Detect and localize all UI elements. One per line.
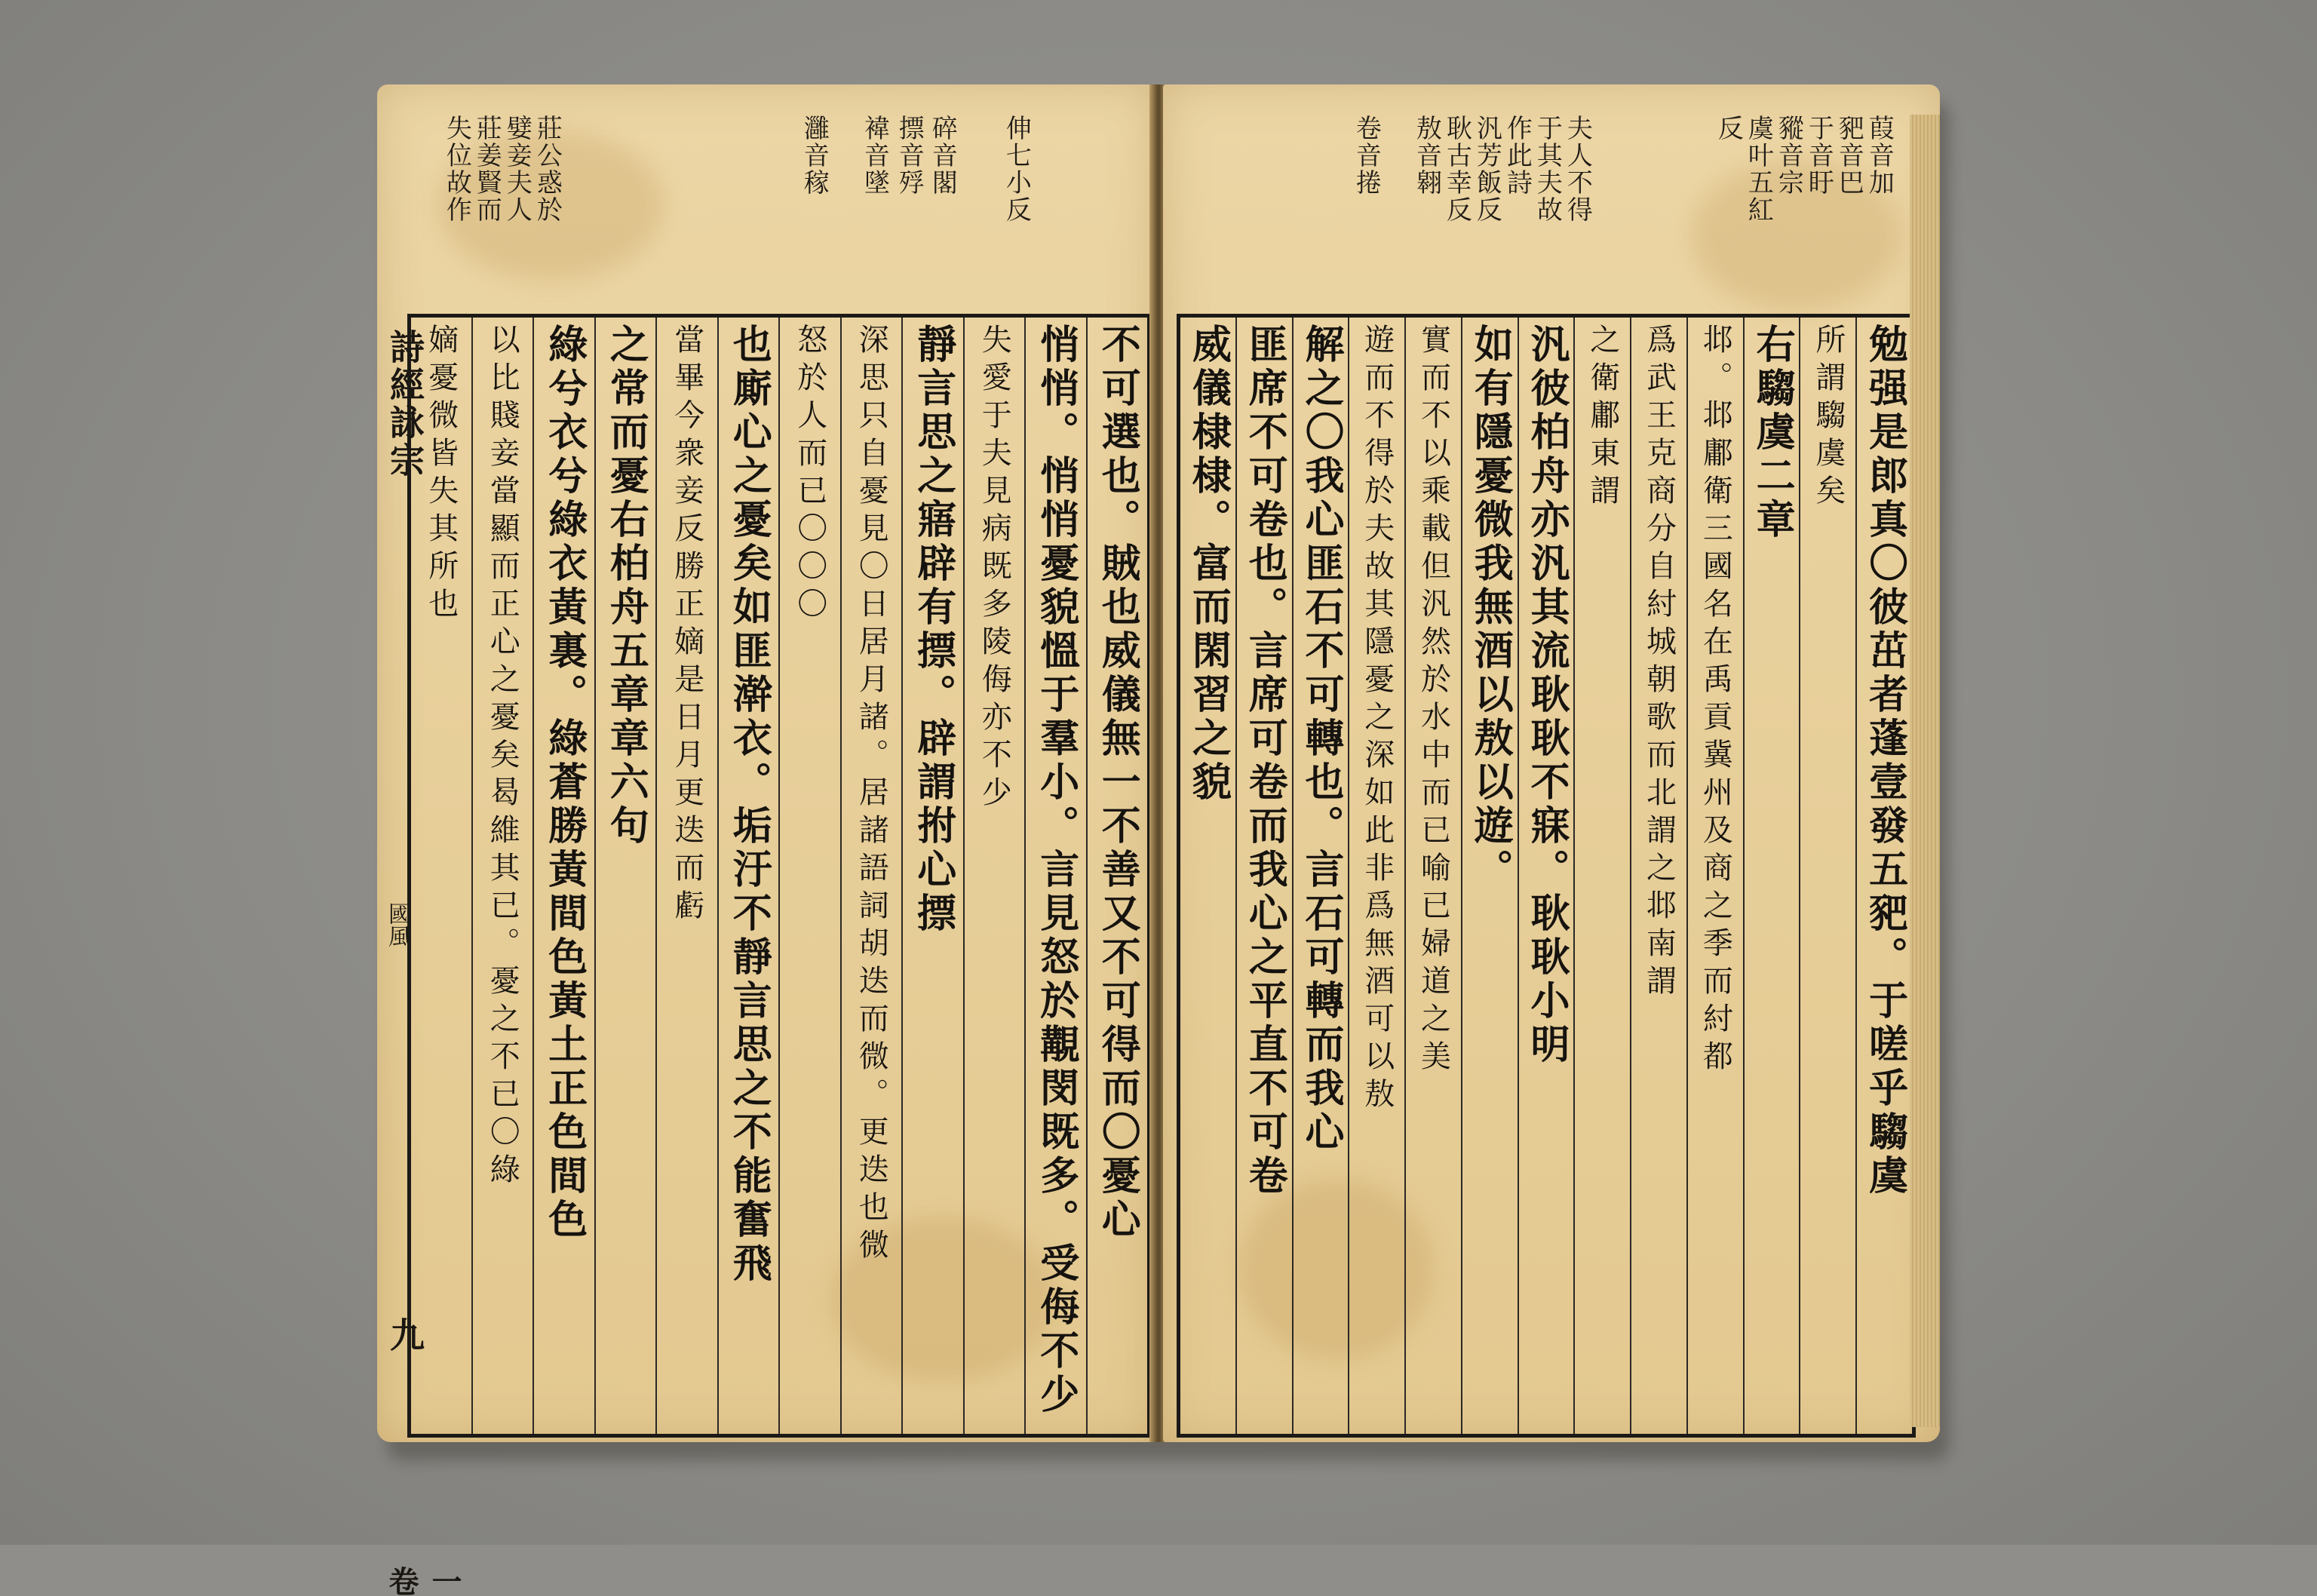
text-column bbox=[1518, 318, 1574, 1434]
text-column bbox=[411, 318, 471, 1434]
margin-note: 嬖妾夫人 bbox=[502, 115, 532, 223]
column-text: 綠兮衣兮綠衣黃裏。綠蒼勝黃間色黃土正色間色 bbox=[541, 324, 588, 1242]
margin-note: 摽音殍 bbox=[894, 115, 925, 196]
text-column bbox=[1024, 318, 1086, 1434]
column-text: 所謂騶虞矣 bbox=[1810, 324, 1846, 512]
margin-note: 豵音宗 bbox=[1773, 115, 1804, 196]
folio-number: 九 bbox=[385, 1317, 425, 1352]
text-column bbox=[1686, 318, 1743, 1434]
margin-note: 莊公惑於 bbox=[532, 115, 563, 223]
margin-note: 失位故作 bbox=[441, 115, 472, 223]
margin-note: 碎音閣 bbox=[927, 115, 958, 196]
text-column bbox=[1855, 318, 1912, 1434]
text-column bbox=[594, 318, 656, 1434]
column-text: 之衛鄘東謂 bbox=[1585, 324, 1620, 512]
open-book bbox=[377, 84, 1943, 1596]
text-column bbox=[963, 318, 1025, 1434]
column-text: 靜言思之寤辟有摽。辟謂拊心摽 bbox=[910, 324, 956, 936]
text-column bbox=[1292, 318, 1349, 1434]
margin-note: 虞叶五紅 bbox=[1743, 115, 1774, 223]
text-column bbox=[1086, 318, 1148, 1434]
text-column bbox=[532, 318, 594, 1434]
text-column bbox=[1630, 318, 1686, 1434]
margin-note: 褘音墜 bbox=[859, 115, 890, 196]
column-text: 也廝心之憂矣如匪澣衣。垢汙不靜言思之不能奮飛 bbox=[726, 324, 772, 1286]
margin-note: 灉音稼 bbox=[799, 115, 830, 196]
text-column bbox=[471, 318, 533, 1434]
column-text: 匪席不可卷也。言席可卷而我心之平直不可卷 bbox=[1241, 324, 1288, 1199]
margin-note: 夫人不得 bbox=[1562, 115, 1593, 223]
right-page bbox=[1163, 84, 1940, 1442]
text-columns bbox=[411, 318, 1147, 1434]
book-title: 詩經詠宗 bbox=[385, 329, 425, 480]
margin-note: 耿古幸反 bbox=[1441, 115, 1472, 223]
text-column bbox=[1180, 318, 1235, 1434]
margin-note: 作此詩 bbox=[1502, 115, 1533, 196]
text-column bbox=[1573, 318, 1630, 1434]
text-column bbox=[655, 318, 717, 1434]
text-column bbox=[901, 318, 963, 1434]
volume-label: 一卷 bbox=[384, 1566, 462, 1596]
margin-note: 莊姜賢而 bbox=[471, 115, 502, 223]
margin-note: 于其夫故 bbox=[1532, 115, 1563, 223]
text-column bbox=[1404, 318, 1461, 1434]
margin-note: 豝音巴 bbox=[1834, 115, 1864, 196]
margin-note: 敖音翱 bbox=[1411, 115, 1442, 196]
column-text: 失愛于夫見病既多陵侮亦不少 bbox=[977, 324, 1012, 814]
text-column bbox=[778, 318, 840, 1434]
text-column bbox=[1235, 318, 1292, 1434]
column-text: 怒於人而已〇〇〇 bbox=[792, 324, 827, 625]
column-text: 汎彼柏舟亦汎其流耿耿不寐。耿耿小明 bbox=[1524, 324, 1570, 1067]
column-text: 如有隱憂微我無酒以敖以遊。 bbox=[1467, 324, 1514, 892]
column-text: 威儀棣棣。富而閑習之貌 bbox=[1185, 324, 1232, 805]
margin-note: 伸七小反 bbox=[1001, 115, 1032, 223]
column-text: 不可選也。賊也威儀無一不善又不可得而〇憂心 bbox=[1094, 324, 1141, 1242]
margin-note: 卷音捲 bbox=[1351, 115, 1382, 196]
text-column bbox=[1461, 318, 1518, 1434]
right-text-frame bbox=[1177, 314, 1916, 1438]
text-column bbox=[840, 318, 902, 1434]
column-text: 邶。邶鄘衛三國名在禹貢冀州及商之季而紂都 bbox=[1698, 324, 1733, 1078]
column-text: 之常而憂右柏舟五章章六句 bbox=[603, 324, 649, 849]
page-edge bbox=[1910, 115, 1940, 1427]
column-text: 右騶虞二章 bbox=[1749, 324, 1796, 542]
left-page bbox=[377, 84, 1154, 1596]
text-columns bbox=[1180, 318, 1912, 1434]
column-text: 勉强是郎真〇彼茁者蓬壹發五豝。于嗟乎騶虞 bbox=[1861, 324, 1908, 1199]
margin-note: 葭音加 bbox=[1864, 115, 1895, 196]
column-text: 深思只自憂見〇日居月諸。居諸語詞胡迭而微。更迭也微 bbox=[854, 324, 889, 1266]
section-mark: 國風 bbox=[384, 902, 410, 947]
column-text: 悄悄。悄悄憂貌慍于羣小。言見怒於覯閔既多。受侮不少 bbox=[1033, 324, 1079, 1417]
margin-note: 汎芳飯反 bbox=[1472, 115, 1502, 223]
text-column bbox=[1348, 318, 1404, 1434]
column-text: 實而不以乘載但汎然於水中而已喻已婦道之美 bbox=[1416, 324, 1451, 1078]
text-column bbox=[1799, 318, 1855, 1434]
column-text: 以比賤妾當顯而正心之憂矣曷維其已。憂之不已〇綠 bbox=[485, 324, 520, 1191]
column-text: 解之〇我心匪石不可轉也。言石可轉而我心 bbox=[1297, 324, 1344, 1155]
margin-note: 反 bbox=[1713, 115, 1744, 142]
left-text-frame bbox=[407, 314, 1151, 1438]
column-text: 當畢今衆妾反勝正嫡是日月更迭而虧 bbox=[669, 324, 704, 927]
column-text: 遊而不得於夫故其隱憂之深如此非爲無酒可以敖 bbox=[1359, 324, 1395, 1116]
text-column bbox=[717, 318, 779, 1434]
text-column bbox=[1743, 318, 1800, 1434]
column-text: 嫡憂微皆失其所也 bbox=[423, 324, 459, 625]
column-text: 爲武王克商分自紂城朝歌而北謂之邶南謂 bbox=[1641, 324, 1677, 1002]
margin-note: 于音盱 bbox=[1803, 115, 1834, 196]
